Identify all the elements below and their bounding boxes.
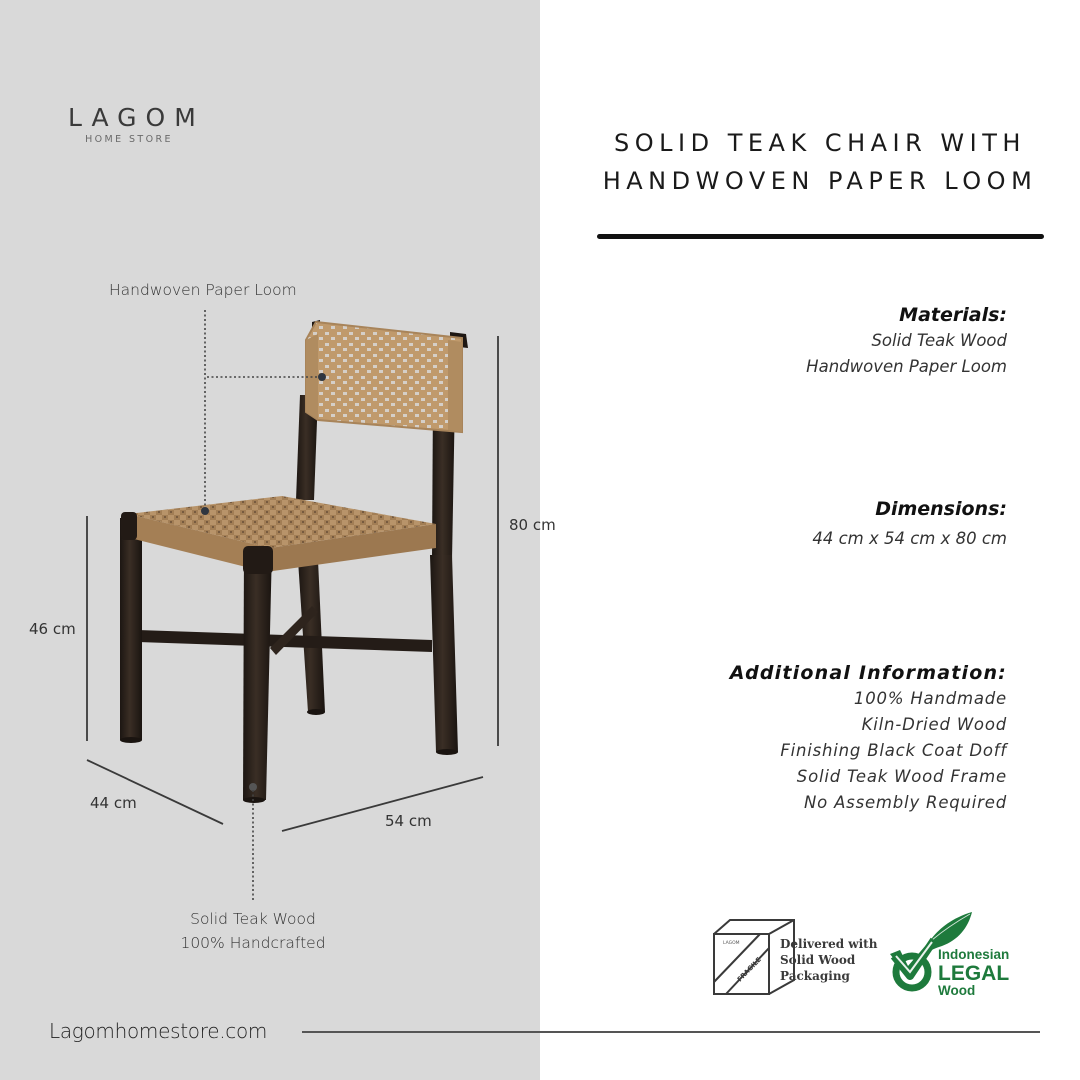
legal-wood-badge [886,910,1016,1000]
product-title-line1: SOLID TEAK CHAIR WITH [614,129,1026,157]
materials-item: Handwoven Paper Loom [806,357,1007,376]
callout-label-wood [163,907,343,955]
packaging-text [780,936,877,984]
legal-line1: Indonesian [938,947,1010,962]
backrest-loom [306,322,462,432]
svg-text:FRAGILE: FRAGILE [735,955,763,984]
dim-label-seat-height: 46 cm [29,620,76,638]
svg-text:LAGOM: LAGOM [723,941,740,946]
additional-info-heading: Additional Information: [729,662,1007,684]
additional-info-item: 100% Handmade [853,689,1007,708]
legal-wood-text [938,948,1009,997]
front-leg-left [120,518,142,740]
website-link[interactable]: Lagomhomestore.com [49,1019,268,1043]
legal-line3: Wood [938,982,976,998]
product-title [580,124,1060,200]
materials-item: Solid Teak Wood [871,331,1007,350]
packaging-badge [710,916,878,998]
dimensions-section [812,496,1007,552]
packaging-line1: Delivered with [780,937,878,951]
dimensions-item: 44 cm x 54 cm x 80 cm [812,529,1007,548]
brand-name: LAGOM [68,103,205,132]
product-title-line2: HANDWOVEN PAPER LOOM [602,167,1038,195]
materials-section [806,302,1007,380]
dim-label-width: 54 cm [385,812,432,830]
brand-tagline: HOME STORE [85,134,173,145]
callout-wood-line2: 100% Handcrafted [180,934,326,952]
callout-label-loom: Handwoven Paper Loom [109,281,297,299]
dim-label-depth: 44 cm [90,794,137,812]
materials-heading: Materials: [899,304,1007,326]
callout-wood-line1: Solid Teak Wood [190,910,316,928]
additional-info-item: Finishing Black Coat Doff [780,741,1007,760]
packaging-line2: Solid Wood [780,953,856,967]
additional-info-item: Kiln-Dried Wood [861,715,1007,734]
packaging-line3: Packaging [780,969,850,983]
back-leg-right [430,555,458,752]
additional-info-item: Solid Teak Wood Frame [796,767,1007,786]
additional-info-item: No Assembly Required [804,793,1007,812]
footer-divider [302,1031,1040,1033]
additional-info-section [730,660,1007,816]
dimensions-heading: Dimensions: [875,498,1007,520]
title-divider [597,234,1044,239]
dim-label-height: 80 cm [509,516,556,534]
front-leg-center [243,548,272,800]
legal-line2: LEGAL [938,961,1010,985]
